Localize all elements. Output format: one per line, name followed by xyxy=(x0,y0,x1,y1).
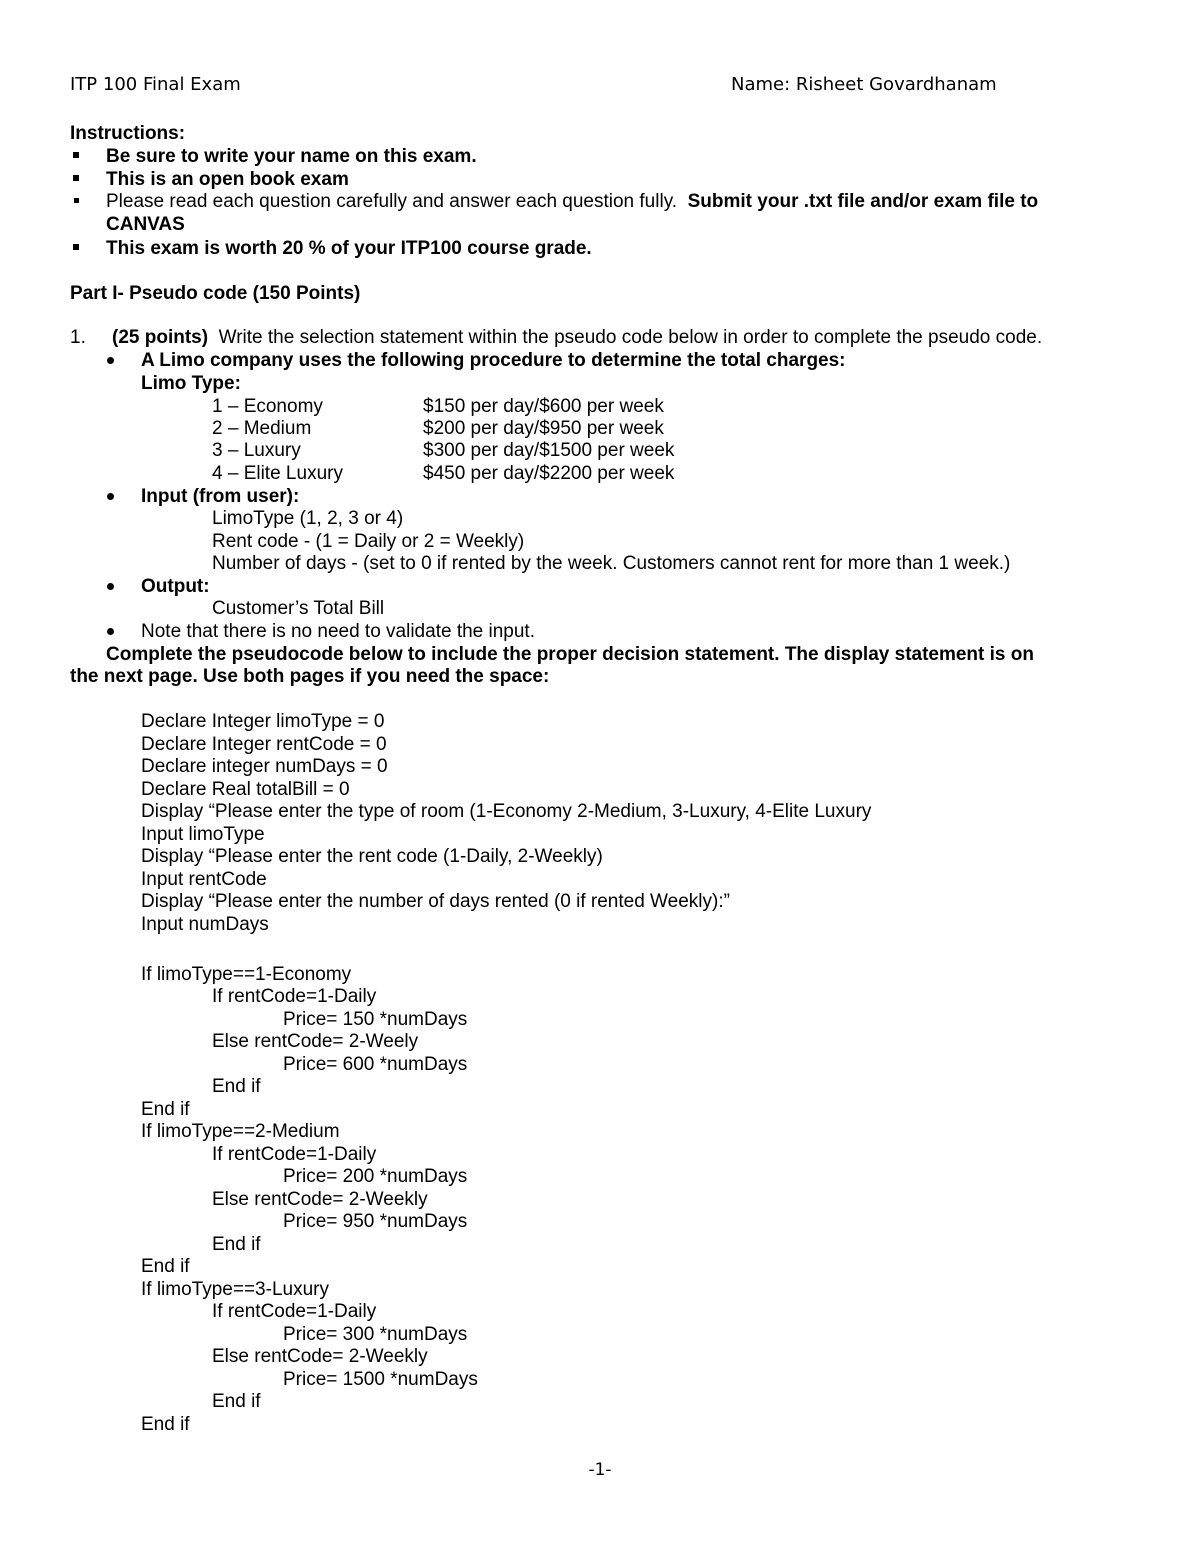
limo-type-name: 1 – Economy xyxy=(212,396,323,417)
complete-instruction: Complete the pseudocode below to include the proper decision statement. The display statement is on xyxy=(106,644,1034,665)
part-heading: Part I- Pseudo code (150 Points) xyxy=(70,283,361,304)
limo-type-name: 4 – Elite Luxury xyxy=(212,463,343,484)
output-line: Customer’s Total Bill xyxy=(212,598,385,619)
input-label: Input (from user): xyxy=(141,486,300,507)
code-line: Else rentCode= 2-Weekly xyxy=(212,1346,428,1367)
input-line: Rent code - (1 = Daily or 2 = Weekly) xyxy=(212,531,525,552)
square-bullet-icon xyxy=(73,152,79,158)
code-line: If limoType==2-Medium xyxy=(141,1121,340,1142)
question-points: (25 points) xyxy=(112,327,209,348)
limo-type-price: $150 per day/$600 per week xyxy=(423,396,664,417)
page-number: -1- xyxy=(588,1460,612,1480)
question-number: 1. xyxy=(70,327,86,348)
code-line: Price= 600 *numDays xyxy=(283,1054,468,1075)
code-line: Price= 1500 *numDays xyxy=(283,1369,478,1390)
instruction-item: This exam is worth 20 % of your ITP100 course grade. xyxy=(106,238,592,259)
code-line: Price= 150 *numDays xyxy=(283,1009,468,1030)
instruction-text: Please read each question carefully and answer each question fully. xyxy=(106,191,678,212)
code-line: Display “Please enter the number of days rented (0 if rented Weekly):” xyxy=(141,891,730,912)
limo-type-price: $200 per day/$950 per week xyxy=(423,418,664,439)
instruction-item xyxy=(106,191,1038,213)
exam-title: ITP 100 Final Exam xyxy=(70,74,241,95)
instruction-item: This is an open book exam xyxy=(106,169,349,190)
bullet-icon xyxy=(107,583,114,590)
input-line: Number of days - (set to 0 if rented by the week. Customers cannot rent for more than 1 week.) xyxy=(212,553,1011,574)
code-line: End if xyxy=(141,1256,190,1277)
code-line: Else rentCode= 2-Weekly xyxy=(212,1189,428,1210)
code-line: Input rentCode xyxy=(141,869,267,890)
square-bullet-icon xyxy=(73,244,79,250)
complete-instruction-continued: the next page. Use both pages if you need the space: xyxy=(70,666,550,687)
square-bullet-icon xyxy=(73,175,79,181)
student-name: Name: Risheet Govardhanam xyxy=(731,74,997,95)
code-line: Declare Integer limoType = 0 xyxy=(141,711,385,732)
question-prompt: Write the selection statement within the pseudo code below in order to complete the pseudo code. xyxy=(218,327,1043,348)
limo-procedure: A Limo company uses the following procedure to determine the total charges: xyxy=(141,350,846,371)
code-line: Declare integer numDays = 0 xyxy=(141,756,388,777)
note-line: Note that there is no need to validate the input. xyxy=(141,621,535,642)
code-line: If rentCode=1-Daily xyxy=(212,986,377,1007)
question-text xyxy=(112,327,1042,349)
code-line: Price= 200 *numDays xyxy=(283,1166,468,1187)
instructions-heading: Instructions: xyxy=(70,123,186,144)
square-bullet-icon xyxy=(74,198,79,203)
bullet-icon xyxy=(107,357,114,364)
code-line: Declare Real totalBill = 0 xyxy=(141,779,350,800)
limo-type-price: $450 per day/$2200 per week xyxy=(423,463,675,484)
code-line: End if xyxy=(141,1099,190,1120)
limo-type-label: Limo Type: xyxy=(141,373,241,394)
instruction-item-continued: CANVAS xyxy=(106,214,185,235)
code-line: Else rentCode= 2-Weely xyxy=(212,1031,419,1052)
code-line: Display “Please enter the rent code (1-Daily, 2-Weekly) xyxy=(141,846,603,867)
code-line: End if xyxy=(212,1234,261,1255)
bullet-icon xyxy=(107,628,114,635)
code-line: Declare Integer rentCode = 0 xyxy=(141,734,387,755)
output-label: Output: xyxy=(141,576,210,597)
instruction-submit: Submit your .txt file and/or exam file to xyxy=(687,191,1039,212)
code-line: Display “Please enter the type of room (1-Economy 2-Medium, 3-Luxury, 4-Elite Luxury xyxy=(141,801,872,822)
code-line: End if xyxy=(212,1076,261,1097)
limo-type-name: 2 – Medium xyxy=(212,418,312,439)
limo-type-name: 3 – Luxury xyxy=(212,440,301,461)
bullet-icon xyxy=(107,493,114,500)
code-line: If rentCode=1-Daily xyxy=(212,1301,377,1322)
code-line: Input numDays xyxy=(141,914,269,935)
code-line: If limoType==3-Luxury xyxy=(141,1279,329,1300)
code-line: If limoType==1-Economy xyxy=(141,964,352,985)
code-line: Price= 950 *numDays xyxy=(283,1211,468,1232)
code-line: If rentCode=1-Daily xyxy=(212,1144,377,1165)
instruction-item: Be sure to write your name on this exam. xyxy=(106,146,477,167)
limo-type-price: $300 per day/$1500 per week xyxy=(423,440,675,461)
code-line: Input limoType xyxy=(141,824,265,845)
input-line: LimoType (1, 2, 3 or 4) xyxy=(212,508,404,529)
code-line: Price= 300 *numDays xyxy=(283,1324,468,1345)
code-line: End if xyxy=(212,1391,261,1412)
code-line: End if xyxy=(141,1414,190,1435)
